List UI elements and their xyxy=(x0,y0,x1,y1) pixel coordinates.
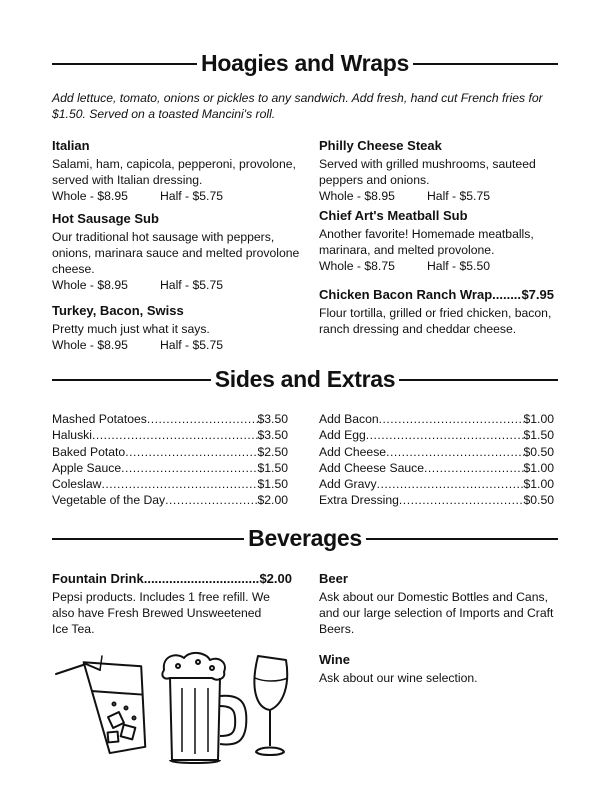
extra-label: Add Gravy xyxy=(319,477,377,492)
item-price: $7.95 xyxy=(521,287,554,302)
list-item xyxy=(52,460,288,476)
item-name: Fountain Drink xyxy=(52,571,144,586)
extra-price: $0.50 xyxy=(523,493,554,508)
item-name: Turkey, Bacon, Swiss xyxy=(52,303,184,318)
item-desc: Another favorite! Homemade meatballs, marinara, and melted provolone. xyxy=(319,227,534,257)
header-rule-left xyxy=(52,538,244,540)
item-price: $2.00 xyxy=(259,571,292,586)
dot-leader xyxy=(121,460,257,476)
item-prices xyxy=(319,188,564,204)
item-prices xyxy=(52,188,302,204)
extra-price: $1.00 xyxy=(523,460,554,475)
item-prices xyxy=(319,258,564,274)
list-item xyxy=(319,444,554,460)
whole-price: Whole - $8.95 xyxy=(319,189,395,203)
item-name: Beer xyxy=(319,571,348,586)
hoagies-header xyxy=(52,50,558,77)
header-rule-right xyxy=(413,63,558,65)
menu-item-fountain-drink xyxy=(52,570,292,637)
side-price: $2.50 xyxy=(257,444,288,459)
menu-item-hot-sausage xyxy=(52,210,302,293)
side-label: Haluski xyxy=(52,428,92,443)
extra-label: Add Egg xyxy=(319,428,366,443)
extra-label: Add Cheese Sauce xyxy=(319,460,425,475)
extra-price: $1.00 xyxy=(523,412,554,426)
item-name-price xyxy=(319,286,554,304)
half-price: Half - $5.75 xyxy=(160,189,224,203)
side-price: $1.50 xyxy=(257,460,288,475)
list-item xyxy=(319,411,554,427)
dot-leader xyxy=(492,286,521,304)
half-price: Half - $5.75 xyxy=(160,338,224,352)
beverages-title: Beverages xyxy=(248,525,362,551)
menu-item-meatball xyxy=(319,207,564,274)
whole-price: Whole - $8.75 xyxy=(319,259,395,273)
list-item xyxy=(52,427,288,443)
extras-list xyxy=(319,411,554,509)
menu-item-italian xyxy=(52,137,302,204)
dot-leader xyxy=(424,460,523,476)
item-name: Philly Cheese Steak xyxy=(319,138,442,153)
dot-leader xyxy=(386,444,523,460)
extra-label: Add Bacon xyxy=(319,412,379,426)
item-name: Wine xyxy=(319,652,350,667)
item-desc: Served with grilled mushrooms, sauteed peppers and onions. xyxy=(319,157,536,187)
dot-leader xyxy=(366,427,524,443)
extra-price: $1.50 xyxy=(523,428,554,443)
item-desc: Ask about our Domestic Bottles and Cans, and our large selection of Imports and Craft Beers. xyxy=(319,590,554,636)
list-item xyxy=(319,460,554,476)
dot-leader xyxy=(125,444,257,460)
item-name: Italian xyxy=(52,138,90,153)
dot-leader xyxy=(379,411,524,427)
beer-mug-icon xyxy=(162,653,246,763)
menu-item-wine xyxy=(319,651,564,686)
list-item xyxy=(52,411,288,427)
half-price: Half - $5.75 xyxy=(427,189,491,203)
whole-price: Whole - $8.95 xyxy=(52,278,128,292)
dot-leader xyxy=(144,570,260,588)
side-price: $3.50 xyxy=(257,412,288,426)
list-item xyxy=(52,476,288,492)
sides-header xyxy=(52,366,558,393)
item-desc: Pretty much just what it says. xyxy=(52,322,210,336)
list-item xyxy=(319,476,554,492)
header-rule-left xyxy=(52,63,197,65)
half-price: Half - $5.75 xyxy=(160,278,224,292)
item-desc: Flour tortilla, grilled or fried chicken, bacon, ranch dressing and cheddar cheese. xyxy=(319,306,552,336)
hoagies-title: Hoagies and Wraps xyxy=(201,50,409,76)
side-price: $1.50 xyxy=(257,477,288,492)
extra-label: Extra Dressing xyxy=(319,493,399,508)
dot-leader xyxy=(165,492,257,508)
whole-price: Whole - $8.95 xyxy=(52,338,128,352)
whole-price: Whole - $8.95 xyxy=(52,189,128,203)
header-rule-right xyxy=(399,379,558,381)
header-rule-right xyxy=(366,538,558,540)
item-prices xyxy=(52,337,302,353)
extra-label: Add Cheese xyxy=(319,444,387,459)
side-label: Coleslaw xyxy=(52,477,102,492)
item-name: Chief Art's Meatball Sub xyxy=(319,208,468,223)
list-item xyxy=(319,427,554,443)
item-desc: Salami, ham, capicola, pepperoni, provolone, served with Italian dressing. xyxy=(52,157,296,187)
side-price: $2.00 xyxy=(257,493,288,508)
beverages-header xyxy=(52,525,558,552)
list-item xyxy=(52,444,288,460)
sides-list xyxy=(52,411,288,509)
side-price: $3.50 xyxy=(257,428,288,443)
menu-item-philly xyxy=(319,137,564,204)
side-label: Apple Sauce xyxy=(52,460,122,475)
menu-item-beer xyxy=(319,570,564,637)
menu-item-turkey-bacon-swiss xyxy=(52,302,302,353)
dot-leader xyxy=(399,492,524,508)
dot-leader xyxy=(101,476,257,492)
wine-glass-icon xyxy=(254,656,288,755)
item-name: Hot Sausage Sub xyxy=(52,211,159,226)
dot-leader xyxy=(92,427,258,443)
dot-leader xyxy=(147,411,258,427)
sides-title: Sides and Extras xyxy=(214,366,396,392)
item-desc: Our traditional hot sausage with peppers, onions, marinara sauce and melted provolone cheese. xyxy=(52,230,300,276)
extra-price: $0.50 xyxy=(523,444,554,459)
side-label: Mashed Potatoes xyxy=(52,412,147,426)
half-price: Half - $5.50 xyxy=(427,259,491,273)
list-item xyxy=(319,492,554,508)
item-desc: Ask about our wine selection. xyxy=(319,671,478,685)
hoagies-intro: Add lettuce, tomato, onions or pickles to any sandwich. Add fresh, hand cut French fries for $1.50. Served on a toasted Mancini's roll. xyxy=(52,91,543,121)
item-prices xyxy=(52,277,302,293)
extra-price: $1.00 xyxy=(523,477,554,492)
drink-glass-icon xyxy=(56,653,155,755)
item-desc: Pepsi products. Includes 1 free refill. We also have Fresh Brewed Unsweetened Ice Tea. xyxy=(52,590,270,636)
dot-leader xyxy=(377,476,524,492)
menu-item-chicken-wrap xyxy=(319,286,554,337)
side-label: Baked Potato xyxy=(52,444,126,459)
side-label: Vegetable of the Day xyxy=(52,493,166,508)
item-name: Chicken Bacon Ranch Wrap xyxy=(319,287,493,302)
item-name-price xyxy=(52,570,292,588)
header-rule-left xyxy=(52,379,211,381)
list-item xyxy=(52,492,288,508)
drinks-illustration xyxy=(52,648,292,768)
